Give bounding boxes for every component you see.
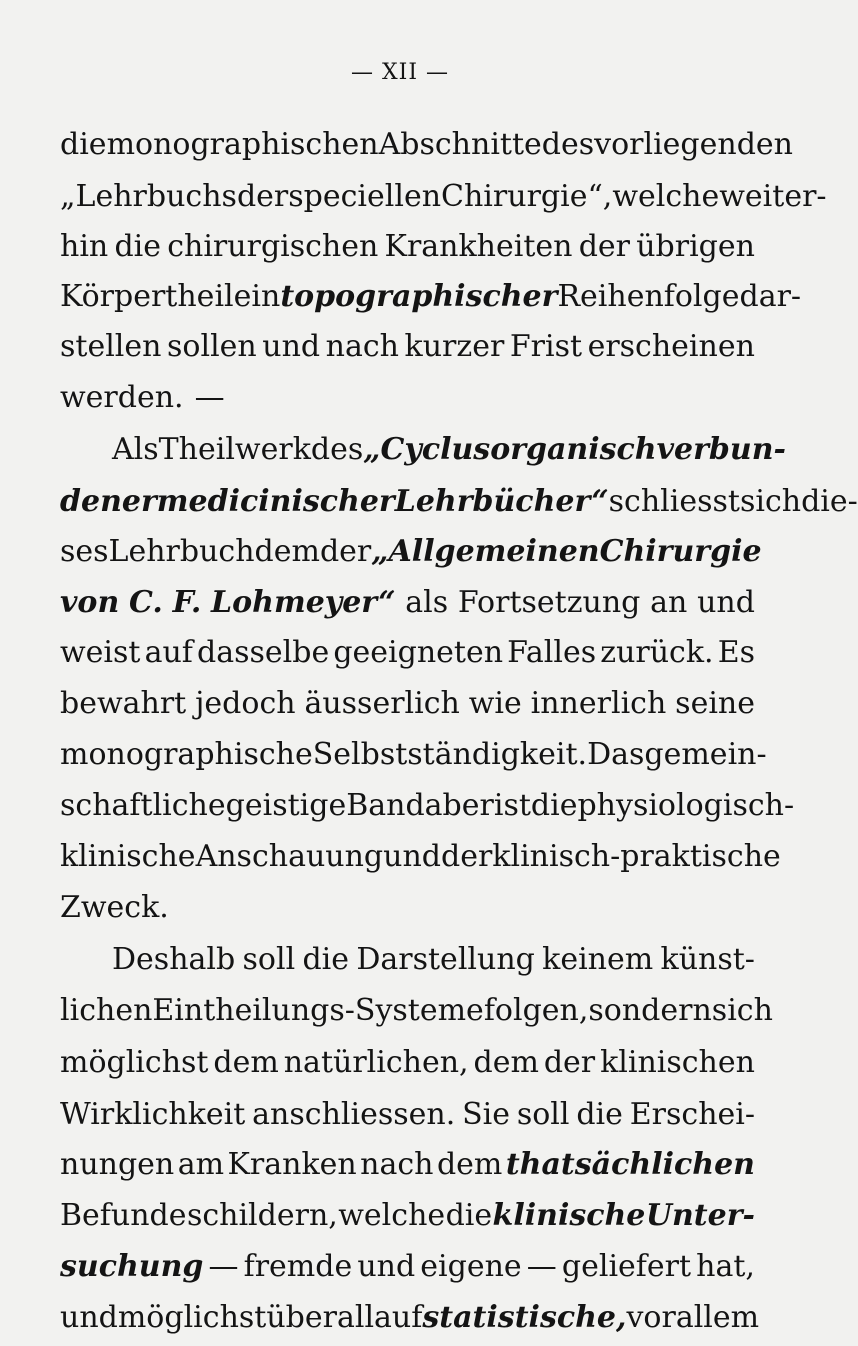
word: „Allgemeinen [371,534,600,569]
word: die [302,942,350,977]
word: dem [473,1045,539,1080]
word: der [319,534,372,569]
word: innerlich [530,686,667,721]
word: Lehrbuch [108,534,255,569]
word: Theilwerk [158,432,311,467]
word: lichen [60,993,153,1028]
word: Falles [507,635,597,670]
word: bewahrt [60,686,187,721]
word: allem [675,1300,760,1335]
word: Sie [462,1097,510,1132]
word: Reihenfolge [557,279,740,314]
word: monographische [60,737,313,772]
word: Frist [509,329,583,364]
word: Abschnitte [378,127,542,162]
word: geeigneten [333,635,504,670]
word: schaftliche [60,788,226,823]
word: weiter- [719,179,827,214]
word: Zweck. [60,890,169,925]
word: schildern, [186,1198,338,1233]
word: die [114,229,162,264]
word: künst- [660,942,755,977]
word: klinisch-praktische [492,839,781,874]
word: nach [325,329,400,364]
word: aber [424,788,494,823]
text-line [60,172,827,222]
word: möglichst [60,1045,209,1080]
word: C. [129,585,163,620]
text-line [60,1191,755,1241]
word: Darstellung [356,942,535,977]
word: die [576,1097,623,1132]
word: — [208,1249,239,1284]
word: natürlichen, [283,1045,469,1080]
word: Selbstständigkeit. [312,737,588,772]
word: Kranken [227,1147,357,1182]
word: seine [675,686,755,721]
text-line [60,1293,760,1343]
word: sondern [588,993,712,1028]
word: suchung [60,1249,204,1284]
word: wie [468,686,522,721]
word: die- [801,484,858,519]
word: und [383,839,441,874]
word: werden. [60,380,184,415]
word: Chirurgie“, [441,179,613,214]
word: ist [493,788,531,823]
word: nungen [60,1147,175,1182]
text-line [60,527,762,577]
text-line [60,1140,755,1190]
word: anschliessen. [252,1097,456,1132]
word: soll [516,1097,570,1132]
word: vorliegenden [594,127,793,162]
word: „Cyclus [363,432,491,467]
word: dem [254,534,320,569]
word: Körpertheile [60,279,252,314]
word: Anschauung [195,839,384,874]
word: Chirurgie [599,534,762,569]
word: äusserlich [304,686,460,721]
word: keinem [542,942,654,977]
word: und [262,329,321,364]
word: von [60,585,120,620]
word: sollen [167,329,257,364]
word: sich [739,484,802,519]
word: die [530,788,578,823]
text-line [60,1038,755,1088]
text-line [112,935,755,985]
word: nach [360,1147,434,1182]
word: gemein- [644,737,767,772]
word: weist [60,635,141,670]
word: vor [626,1300,676,1335]
word: der [236,179,289,214]
word: des [541,127,595,162]
word: der [543,1045,596,1080]
word: Es [717,635,755,670]
word: und [60,1300,118,1335]
word: dem [213,1045,279,1080]
word: soll [242,942,296,977]
word: Erschei- [629,1097,755,1132]
word: die [60,127,107,162]
word: Wirklichkeit [60,1097,246,1132]
word: und [357,1249,416,1284]
word: monographischen [106,127,379,162]
word: und [697,585,755,620]
word: hin [60,229,109,264]
word: — [194,380,225,415]
word: klinischen [600,1045,755,1080]
word: speciellen [288,179,442,214]
word: Unter- [645,1198,755,1233]
word: kurzer [404,329,505,364]
word: geliefert [561,1249,692,1284]
word: die [445,1198,493,1233]
word: thatsächlichen [505,1147,755,1182]
word: überall [266,1300,375,1335]
word: als [405,585,449,620]
word: verbun- [656,432,786,467]
word: fremde [243,1249,353,1284]
word: dener [60,484,157,519]
text-line [60,272,802,322]
text-line [60,628,755,678]
word: zurück. [600,635,714,670]
word: welche [338,1198,446,1233]
word: — [526,1249,557,1284]
word: dasselbe [197,635,330,670]
text-line [60,1242,755,1292]
word: sich [711,993,773,1028]
word: in [251,279,281,314]
word: der [578,229,631,264]
word: des [310,432,364,467]
word: schliesst [608,484,740,519]
word: Lehrbücher“ [394,484,609,519]
word: Deshalb [112,942,236,977]
word: dem [436,1147,503,1182]
word: organisch [490,432,657,467]
word: geistige [225,788,347,823]
text-line [60,986,773,1036]
word: eigene [420,1249,522,1284]
text-line [112,425,786,475]
word: Band [346,788,425,823]
word: dar- [739,279,802,314]
text-line [60,578,755,628]
word: erscheinen [587,329,755,364]
word: topographischer [280,279,558,314]
word: an [650,585,688,620]
word: Eintheilungs-Systeme [152,993,484,1028]
word: Krankheiten [384,229,573,264]
text-line [60,781,795,831]
word: hat, [696,1249,755,1284]
text-line [60,1090,755,1140]
text-line [60,477,858,527]
word: am [177,1147,225,1182]
word: welche [612,179,720,214]
text-line [60,883,755,933]
word: klinische [492,1198,646,1233]
text-line [60,679,755,729]
text-line [60,322,755,372]
word: auf [144,635,193,670]
text-line [60,222,755,272]
word: „Lehrbuchs [60,179,237,214]
word: Das [587,737,645,772]
word: folgen, [483,993,589,1028]
text-line [60,730,767,780]
word: auf [374,1300,423,1335]
word: Fortsetzung [457,585,641,620]
word: Lohmeyer“ [211,585,396,620]
word: übrigen [636,229,755,264]
page-number: — XII — [350,60,450,85]
word: jedoch [195,686,296,721]
word: statistische, [422,1300,627,1335]
word: stellen [60,329,162,364]
word: ses [60,534,109,569]
word: physiologisch- [577,788,795,823]
word: chirurgischen [167,229,379,264]
word: F. [172,585,202,620]
word: Als [112,432,159,467]
word: klinische [60,839,196,874]
text-line [60,373,755,423]
text-line [60,120,793,170]
word: medicinischer [156,484,395,519]
word: möglichst [117,1300,267,1335]
text-line [60,832,781,882]
word: der [440,839,493,874]
word: Befunde [60,1198,187,1233]
